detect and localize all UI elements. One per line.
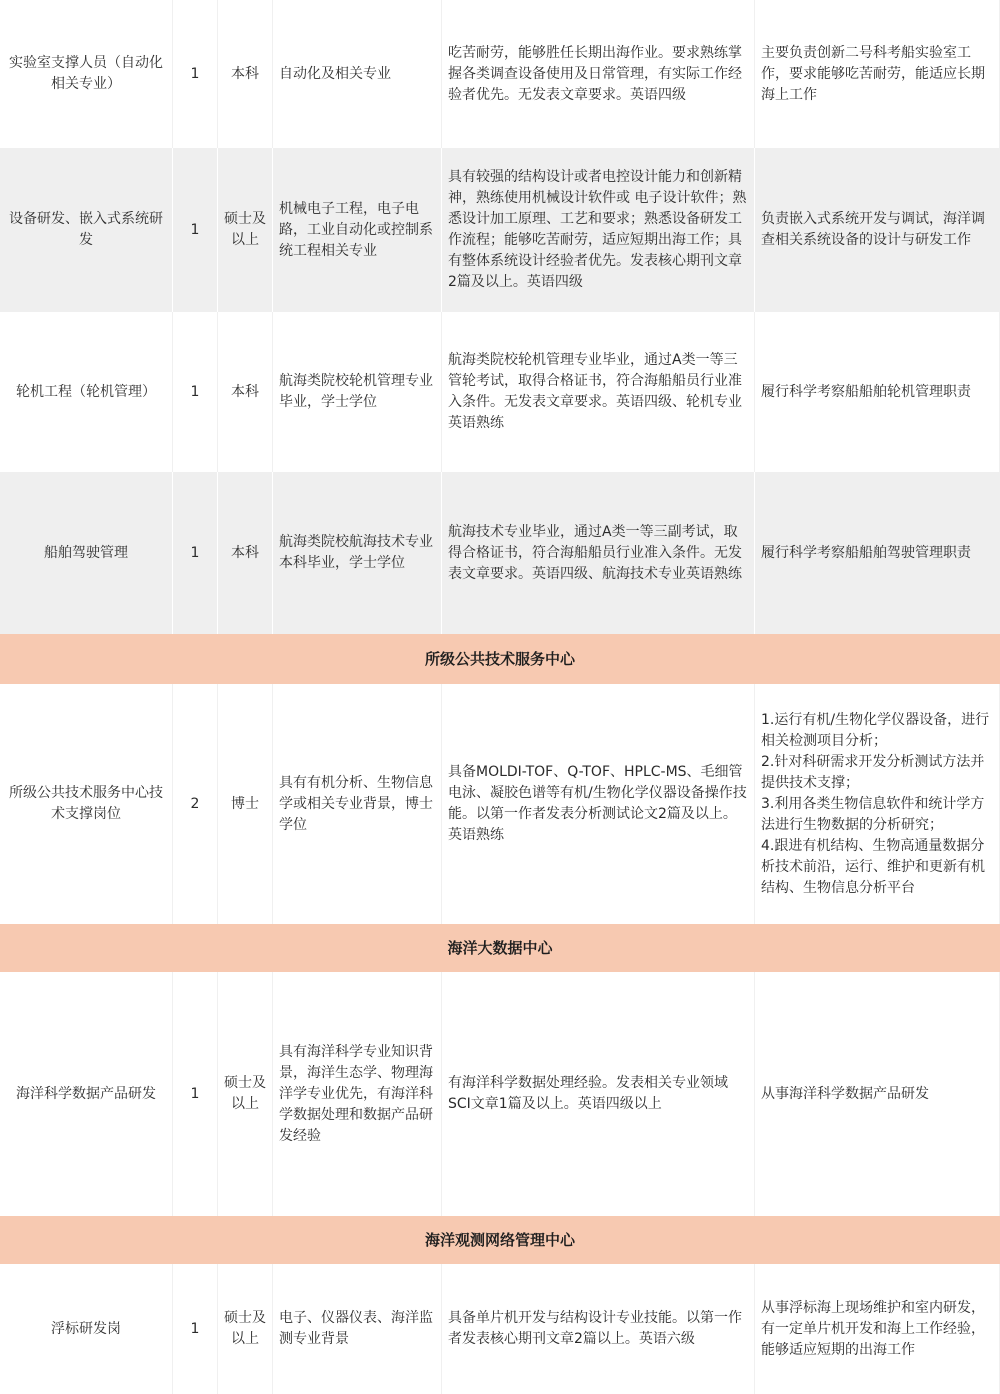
count-cell (173, 472, 218, 634)
count-text: 1 (190, 1085, 200, 1102)
requirements-cell (442, 148, 755, 312)
degree-cell (218, 312, 273, 472)
position-text: 设备研发、嵌入式系统研发 (9, 211, 163, 248)
table-row (0, 312, 1000, 472)
count-cell (173, 684, 218, 924)
duties-text: 履行科学考察船船舶轮机管理职责 (761, 383, 971, 400)
position-text: 浮标研发岗 (51, 1320, 121, 1337)
count-text: 2 (190, 795, 200, 812)
requirements-text: 具备MOLDI-TOF、Q-TOF、HPLC-MS、毛细管电泳、凝胶色谱等有机/生物化学仪器设备操作技能。以第一作者发表分析测试论文2篇及以上。英语熟练 (448, 764, 747, 843)
duties-cell (755, 312, 1000, 472)
major-text: 具有海洋科学专业知识背景，海洋生态学、物理海洋学专业优先，有海洋科学数据处理和数据产品研发经验 (279, 1043, 433, 1144)
degree-cell (218, 0, 273, 148)
requirements-cell (442, 1264, 755, 1394)
section-header (0, 634, 1000, 684)
position-text: 海洋科学数据产品研发 (16, 1085, 156, 1102)
major-cell (273, 148, 442, 312)
count-text: 1 (190, 383, 200, 400)
section-title: 海洋大数据中心 (447, 938, 553, 957)
duties-text: 1.运行有机/生物化学仪器设备，进行相关检测项目分析； 2.针对科研需求开发分析测试方法并提供技术支撑； 3.利用各类生物信息软件和统计学方法进行生物数据的分析研究； 4.跟进有机结构、生物高通量数据分析技术前沿，运行、维护和更新有机结构、生物信息分析平台 (761, 711, 990, 896)
position-cell (0, 0, 173, 148)
duties-text: 主要负责创新二号科考船实验室工作，要求能够吃苦耐劳，能适应长期海上工作 (761, 44, 985, 103)
count-cell (173, 312, 218, 472)
degree-text: 硕士及以上 (224, 1310, 266, 1347)
duties-cell (755, 1264, 1000, 1394)
count-cell (173, 148, 218, 312)
major-text: 机械电子工程，电子电路，工业自动化或控制系统工程相关专业 (279, 200, 433, 259)
requirements-cell (442, 0, 755, 148)
count-cell (173, 1264, 218, 1394)
requirements-cell (442, 684, 755, 924)
degree-text: 博士 (231, 795, 259, 812)
table-row (0, 0, 1000, 148)
requirements-text: 具有较强的结构设计或者电控设计能力和创新精神，熟练使用机械设计软件或 电子设计软件；熟悉设计加工原理、工艺和要求；熟悉设备研发工作流程；能够吃苦耐劳，适应短期出海工作；具有整体系统设计经验者优先。发表核心期刊文章2篇及以上。英语四级 (448, 169, 747, 290)
duties-cell (755, 0, 1000, 148)
table-row (0, 472, 1000, 634)
duties-cell (755, 684, 1000, 924)
duties-text: 负责嵌入式系统开发与调试，海洋调查相关系统设备的设计与研发工作 (761, 211, 985, 248)
count-cell (173, 0, 218, 148)
requirements-text: 有海洋科学数据处理经验。发表相关专业领域SCI文章1篇及以上。英语四级以上 (448, 1075, 728, 1112)
duties-text: 从事海洋科学数据产品研发 (761, 1085, 929, 1102)
duties-text: 从事浮标海上现场维护和室内研发，有一定单片机开发和海上工作经验，能够适应短期的出海工作 (761, 1299, 985, 1358)
major-text: 航海类院校轮机管理专业毕业，学士学位 (279, 373, 433, 410)
major-cell (273, 972, 442, 1216)
requirements-cell (442, 472, 755, 634)
position-cell (0, 148, 173, 312)
major-cell (273, 0, 442, 148)
duties-cell (755, 972, 1000, 1216)
major-cell (273, 472, 442, 634)
position-text: 船舶驾驶管理 (44, 544, 128, 561)
degree-cell (218, 148, 273, 312)
requirements-text: 具备单片机开发与结构设计专业技能。以第一作者发表核心期刊文章2篇以上。英语六级 (448, 1310, 742, 1347)
degree-text: 本科 (231, 544, 259, 561)
duties-cell (755, 472, 1000, 634)
duties-text: 履行科学考察船船舶驾驶管理职责 (761, 544, 971, 561)
table-row (0, 148, 1000, 312)
table-row (0, 684, 1000, 924)
degree-cell (218, 472, 273, 634)
duties-cell (755, 148, 1000, 312)
major-cell (273, 1264, 442, 1394)
position-cell (0, 972, 173, 1216)
major-text: 电子、仪器仪表、海洋监测专业背景 (279, 1310, 433, 1347)
major-cell (273, 312, 442, 472)
requirements-text: 航海类院校轮机管理专业毕业，通过A类一等三管轮考试，取得合格证书，符合海船船员行业准入条件。无发表文章要求。英语四级、轮机专业英语熟练 (448, 352, 742, 431)
table-row (0, 972, 1000, 1216)
position-cell (0, 684, 173, 924)
degree-text: 本科 (231, 65, 259, 82)
section-title: 海洋观测网络管理中心 (424, 1230, 575, 1249)
requirements-cell (442, 312, 755, 472)
count-cell (173, 972, 218, 1216)
position-text: 实验室支撑人员（自动化相关专业） (9, 55, 163, 92)
position-text: 所级公共技术服务中心技术支撑岗位 (9, 785, 163, 822)
position-text: 轮机工程（轮机管理） (16, 383, 156, 400)
requirements-text: 吃苦耐劳，能够胜任长期出海作业。要求熟练掌握各类调查设备使用及日常管理，有实际工作经验者优先。无发表文章要求。英语四级 (448, 44, 742, 103)
count-text: 1 (190, 1320, 200, 1337)
position-cell (0, 1264, 173, 1394)
degree-text: 本科 (231, 383, 259, 400)
degree-cell (218, 1264, 273, 1394)
major-text: 自动化及相关专业 (279, 65, 391, 82)
degree-text: 硕士及以上 (224, 1075, 266, 1112)
count-text: 1 (190, 544, 200, 561)
major-cell (273, 684, 442, 924)
degree-cell (218, 684, 273, 924)
degree-text: 硕士及以上 (224, 211, 266, 248)
table-row (0, 1264, 1000, 1394)
count-text: 1 (190, 221, 200, 238)
degree-cell (218, 972, 273, 1216)
position-cell (0, 472, 173, 634)
section-header (0, 924, 1000, 972)
requirements-cell (442, 972, 755, 1216)
section-header (0, 1216, 1000, 1264)
count-text: 1 (190, 65, 200, 82)
major-text: 航海类院校航海技术专业本科毕业，学士学位 (279, 534, 433, 571)
major-text: 具有有机分析、生物信息学或相关专业背景，博士学位 (279, 774, 433, 833)
section-title: 所级公共技术服务中心 (424, 649, 575, 668)
position-cell (0, 312, 173, 472)
requirements-text: 航海技术专业毕业，通过A类一等三副考试，取得合格证书，符合海船船员行业准入条件。无发表文章要求。英语四级、航海技术专业英语熟练 (448, 523, 742, 582)
